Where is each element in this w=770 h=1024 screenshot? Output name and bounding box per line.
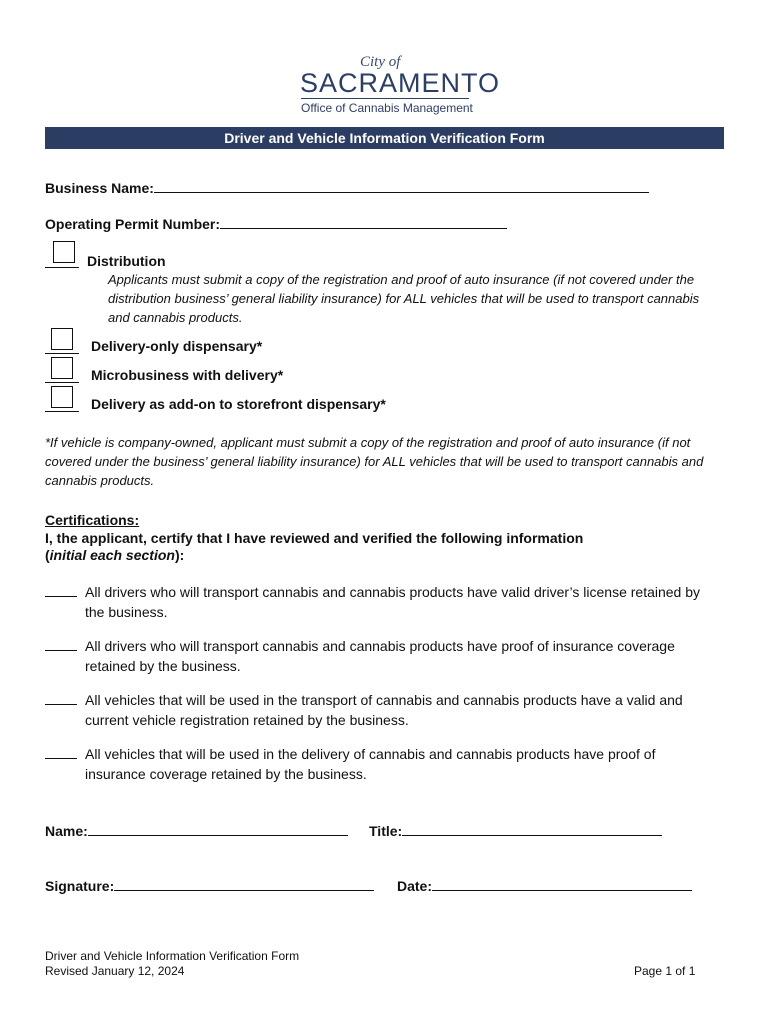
- form-title-banner: Driver and Vehicle Information Verification Form: [45, 127, 724, 149]
- date-field[interactable]: [432, 876, 692, 891]
- name-field[interactable]: [88, 821, 348, 836]
- date-label: Date: [397, 878, 428, 894]
- microbusiness-checkbox-line: [45, 382, 79, 383]
- cert-initial-1[interactable]: [45, 584, 77, 597]
- cert-initial-3[interactable]: [45, 692, 77, 705]
- business-name-row: Business Name:: [45, 178, 649, 198]
- title-label: Title: [369, 823, 398, 839]
- name-row: Name:: [45, 821, 348, 841]
- logo-city-of: City of: [360, 54, 401, 70]
- addon-label: Delivery as add-on to storefront dispensary*: [91, 396, 386, 412]
- certifications-intro-line2: (initial each section):: [45, 547, 185, 563]
- addon-checkbox-line: [45, 411, 79, 412]
- footer-form-name: Driver and Vehicle Information Verification Form: [45, 949, 300, 963]
- certifications-intro: I, the applicant, certify that I have reviewed and verified the following information: [45, 530, 584, 546]
- cert-initial-2[interactable]: [45, 638, 77, 651]
- operating-permit-row: Operating Permit Number:: [45, 214, 507, 234]
- signature-field[interactable]: [114, 876, 374, 891]
- distribution-checkbox[interactable]: [53, 241, 75, 263]
- logo-office: Office of Cannabis Management: [301, 101, 473, 115]
- distribution-label: Distribution: [87, 253, 166, 269]
- footer-page-number: Page 1 of 1: [634, 964, 696, 978]
- title-row: Title:: [369, 821, 662, 841]
- name-label: Name: [45, 823, 84, 839]
- microbusiness-label: Microbusiness with delivery*: [91, 367, 284, 383]
- logo-sacramento: SACRAMENTO: [300, 68, 501, 98]
- title-field[interactable]: [402, 821, 662, 836]
- distribution-note: Applicants must submit a copy of the registration and proof of auto insurance (if not covered under the distribution business’ general liability insurance) for ALL vehicles that will be used to transport cannabis and cannabis products.: [108, 272, 700, 325]
- date-row: Date:: [397, 876, 692, 896]
- cert-item-2: All drivers who will transport cannabis and cannabis products have proof of insurance coverage retained by the business.: [45, 636, 725, 676]
- cert-item-1: All drivers who will transport cannabis and cannabis products have valid driver’s license retained by the business.: [45, 582, 725, 622]
- cert-initial-4[interactable]: [45, 746, 77, 759]
- delivery-only-label: Delivery-only dispensary*: [91, 338, 263, 354]
- vehicle-note: *If vehicle is company-owned, applicant must submit a copy of the registration and proof of auto insurance (if not covered under the business’ general liability insurance) for ALL vehicles that will be used to transport cannabis and cannabis products.: [45, 435, 704, 488]
- business-name-label: Business Name: [45, 180, 150, 196]
- logo-divider: [301, 98, 469, 99]
- signature-row: Signature:: [45, 876, 374, 896]
- cert-item-4: All vehicles that will be used in the delivery of cannabis and cannabis products have proof of insurance coverage retained by the business.: [45, 744, 725, 784]
- certifications-heading: Certifications:: [45, 512, 140, 528]
- operating-permit-label: Operating Permit Number: [45, 216, 216, 232]
- cert-item-3: All vehicles that will be used in the transport of cannabis and cannabis products have a valid and current vehicle registration retained by the business.: [45, 690, 725, 730]
- microbusiness-checkbox[interactable]: [51, 357, 73, 379]
- business-name-field[interactable]: [154, 178, 649, 193]
- distribution-checkbox-line: [45, 267, 79, 268]
- addon-checkbox[interactable]: [51, 386, 73, 408]
- delivery-only-checkbox[interactable]: [51, 328, 73, 350]
- signature-label: Signature: [45, 878, 110, 894]
- footer-revised: Revised January 12, 2024: [45, 964, 185, 978]
- delivery-only-checkbox-line: [45, 353, 79, 354]
- operating-permit-field[interactable]: [220, 214, 507, 229]
